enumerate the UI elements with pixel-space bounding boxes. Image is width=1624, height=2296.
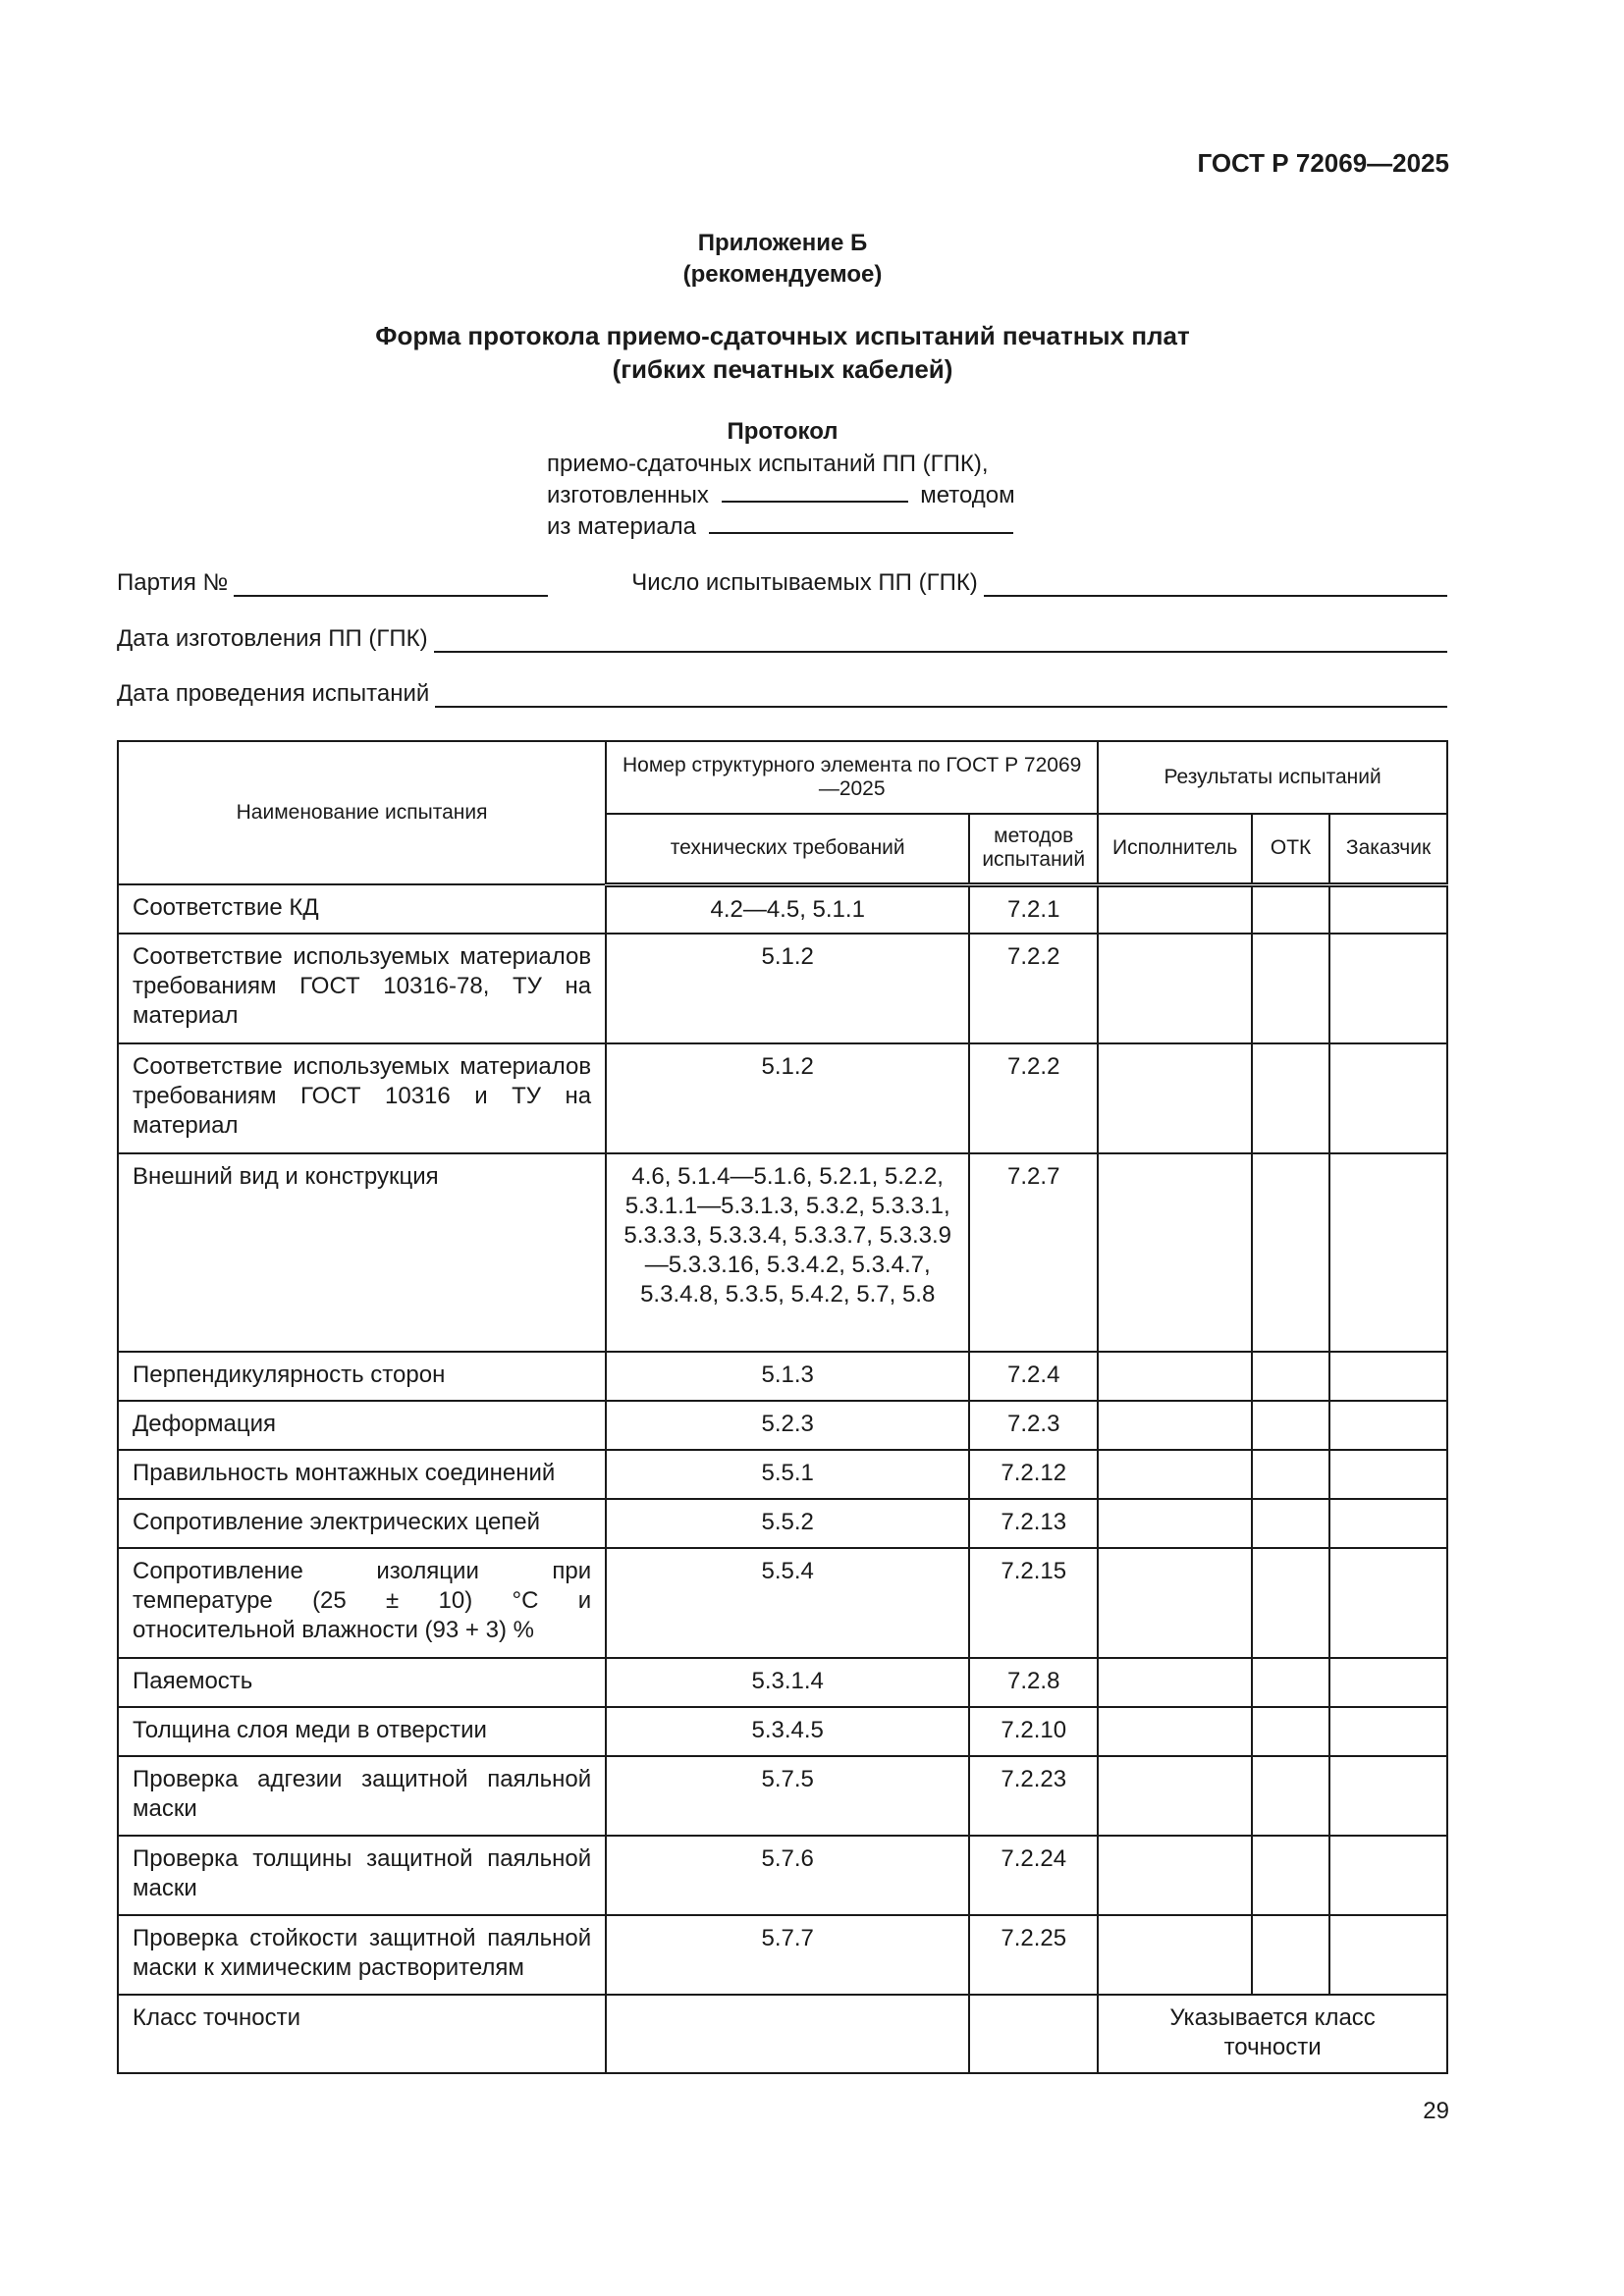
- col-head-customer: Заказчик: [1329, 814, 1447, 884]
- otk-cell[interactable]: [1252, 1756, 1329, 1836]
- otk-cell[interactable]: [1252, 1450, 1329, 1499]
- col-head-element-no: Номер структурного элемента по ГОСТ Р 72069—2025: [606, 741, 1098, 814]
- method-cell: 7.2.7: [969, 1153, 1098, 1352]
- method-cell: 7.2.23: [969, 1756, 1098, 1836]
- count-label: Число испытываемых ПП (ГПК): [631, 569, 978, 596]
- table-row: [118, 1707, 1447, 1756]
- test-name-cell: Соответствие КД: [118, 884, 606, 934]
- test-name-cell: Соответствие используемых материалов требованиям ГОСТ 10316-78, ТУ на материал: [118, 934, 606, 1043]
- batch-label: Партия №: [117, 569, 229, 596]
- method-cell: 7.2.12: [969, 1450, 1098, 1499]
- tech-req-cell: 5.5.4: [606, 1548, 969, 1658]
- test-name-cell: Проверка толщины защитной паяльной маски: [118, 1836, 606, 1915]
- method-cell: 7.2.8: [969, 1658, 1098, 1707]
- test-date-blank[interactable]: [435, 684, 1447, 708]
- col-head-results: Результаты испытаний: [1098, 741, 1447, 814]
- manufacture-date-row: [117, 625, 1447, 653]
- tech-req-cell: 5.7.5: [606, 1756, 969, 1836]
- table-row: [118, 1401, 1447, 1450]
- form-title: [0, 319, 1565, 386]
- customer-cell[interactable]: [1329, 1836, 1447, 1915]
- tech-req-cell[interactable]: [606, 1995, 969, 2073]
- method-cell[interactable]: [969, 1995, 1098, 2073]
- protocol-subtitle: [547, 449, 1015, 542]
- annex-title: Приложение Б: [697, 230, 868, 256]
- tech-req-cell: 5.7.6: [606, 1836, 969, 1915]
- test-name-cell: Деформация: [118, 1401, 606, 1450]
- otk-cell[interactable]: [1252, 884, 1329, 934]
- table-row: [118, 1043, 1447, 1153]
- executor-cell[interactable]: [1098, 1707, 1252, 1756]
- page-number: 29: [1423, 2098, 1449, 2124]
- tech-req-cell: 5.1.2: [606, 1043, 969, 1153]
- test-name-cell: Сопротивление электрических цепей: [118, 1499, 606, 1548]
- customer-cell[interactable]: [1329, 1401, 1447, 1450]
- executor-cell[interactable]: [1098, 1352, 1252, 1401]
- customer-cell[interactable]: [1329, 1658, 1447, 1707]
- protocol-table: [117, 740, 1448, 2074]
- protocol-line-2: [547, 479, 1015, 510]
- customer-cell[interactable]: [1329, 934, 1447, 1043]
- col-head-methods: методов испытаний: [969, 814, 1098, 884]
- otk-cell[interactable]: [1252, 1836, 1329, 1915]
- tech-req-cell: 5.1.3: [606, 1352, 969, 1401]
- customer-cell[interactable]: [1329, 1153, 1447, 1352]
- tech-req-cell: 5.7.7: [606, 1915, 969, 1995]
- method-cell: 7.2.25: [969, 1915, 1098, 1995]
- otk-cell[interactable]: [1252, 1352, 1329, 1401]
- table-row: [118, 884, 1447, 934]
- annex-status: (рекомендуемое): [682, 261, 883, 288]
- annex-heading: [0, 228, 1565, 291]
- method-cell: 7.2.13: [969, 1499, 1098, 1548]
- otk-cell[interactable]: [1252, 1548, 1329, 1658]
- form-title-line-2: (гибких печатных кабелей): [612, 354, 953, 384]
- test-name-cell: Толщина слоя меди в отверстии: [118, 1707, 606, 1756]
- test-name-cell: Класс точности: [118, 1995, 606, 2073]
- executor-cell[interactable]: [1098, 1836, 1252, 1915]
- customer-cell[interactable]: [1329, 1707, 1447, 1756]
- otk-cell[interactable]: [1252, 1707, 1329, 1756]
- otk-cell[interactable]: [1252, 1915, 1329, 1995]
- method-cell: 7.2.2: [969, 934, 1098, 1043]
- method-cell: 7.2.2: [969, 1043, 1098, 1153]
- tech-req-cell: 5.5.2: [606, 1499, 969, 1548]
- executor-cell[interactable]: [1098, 884, 1252, 934]
- test-name-cell: Соответствие используемых материалов требованиям ГОСТ 10316 и ТУ на материал: [118, 1043, 606, 1153]
- customer-cell[interactable]: [1329, 1915, 1447, 1995]
- table-row: [118, 1352, 1447, 1401]
- executor-cell[interactable]: [1098, 934, 1252, 1043]
- material-blank[interactable]: [709, 510, 1013, 534]
- protocol-line-1: приемо-сдаточных испытаний ПП (ГПК),: [547, 451, 989, 477]
- otk-cell[interactable]: [1252, 1401, 1329, 1450]
- customer-cell[interactable]: [1329, 1756, 1447, 1836]
- test-name-cell: Правильность монтажных соединений: [118, 1450, 606, 1499]
- table-row: [118, 1915, 1447, 1995]
- form-title-line-1: Форма протокола приемо-сдаточных испытаний печатных плат: [375, 321, 1190, 350]
- otk-cell[interactable]: [1252, 1043, 1329, 1153]
- executor-cell[interactable]: [1098, 1548, 1252, 1658]
- method-blank[interactable]: [722, 479, 908, 503]
- made-label: изготовленных: [547, 482, 709, 508]
- executor-cell[interactable]: [1098, 1499, 1252, 1548]
- tech-req-cell: 5.5.1: [606, 1450, 969, 1499]
- table-body: [118, 884, 1447, 2073]
- executor-cell[interactable]: [1098, 1401, 1252, 1450]
- table-row: [118, 1658, 1447, 1707]
- table-row: [118, 1756, 1447, 1836]
- otk-cell[interactable]: [1252, 1153, 1329, 1352]
- executor-cell[interactable]: [1098, 1450, 1252, 1499]
- customer-cell[interactable]: [1329, 1352, 1447, 1401]
- table-row: [118, 1548, 1447, 1658]
- col-head-tech-req: технических требований: [606, 814, 969, 884]
- tech-req-cell: 5.3.1.4: [606, 1658, 969, 1707]
- test-name-cell: Проверка стойкости защитной паяльной маски к химическим растворителям: [118, 1915, 606, 1995]
- customer-cell[interactable]: [1329, 1548, 1447, 1658]
- method-cell: 7.2.1: [969, 884, 1098, 934]
- test-name-cell: Перпендикулярность сторон: [118, 1352, 606, 1401]
- customer-cell[interactable]: [1329, 884, 1447, 934]
- batch-blank[interactable]: [234, 573, 548, 597]
- accuracy-class-note: Указывается класс точности: [1098, 1995, 1447, 2073]
- tech-req-cell: 5.1.2: [606, 934, 969, 1043]
- otk-cell[interactable]: [1252, 934, 1329, 1043]
- test-date-label: Дата проведения испытаний: [117, 680, 430, 707]
- table-row: [118, 934, 1447, 1043]
- col-head-executor: Исполнитель: [1098, 814, 1252, 884]
- test-name-cell: Паяемость: [118, 1658, 606, 1707]
- count-blank[interactable]: [984, 573, 1447, 597]
- method-cell: 7.2.3: [969, 1401, 1098, 1450]
- method-cell: 7.2.15: [969, 1548, 1098, 1658]
- customer-cell[interactable]: [1329, 1450, 1447, 1499]
- executor-cell[interactable]: [1098, 1043, 1252, 1153]
- table-row: [118, 1450, 1447, 1499]
- document-code: ГОСТ Р 72069—2025: [1197, 148, 1449, 178]
- table-row: [118, 1153, 1447, 1352]
- tech-req-cell: 5.2.3: [606, 1401, 969, 1450]
- tech-req-cell: 4.2—4.5, 5.1.1: [606, 884, 969, 934]
- batch-count-row: [117, 569, 1447, 597]
- method-cell: 7.2.24: [969, 1836, 1098, 1915]
- executor-cell[interactable]: [1098, 1915, 1252, 1995]
- otk-cell[interactable]: [1252, 1499, 1329, 1548]
- table-row: [118, 1995, 1447, 2073]
- test-name-cell: Сопротивление изоляции при температуре (25 ± 10) °С и относительной влажности (93 + 3) %: [118, 1548, 606, 1658]
- protocol-title: Протокол: [727, 418, 839, 445]
- method-label: методом: [920, 482, 1015, 508]
- method-cell: 7.2.10: [969, 1707, 1098, 1756]
- executor-cell[interactable]: [1098, 1756, 1252, 1836]
- tech-req-cell: 4.6, 5.1.4—5.1.6, 5.2.1, 5.2.2, 5.3.1.1—5.3.1.3, 5.3.2, 5.3.3.1, 5.3.3.3, 5.3.3.4, 5.3.3.7, 5.3.3.9—5.3.3.16, 5.3.4.2, 5.3.4.7, 5.3.4.8, 5.3.5, 5.4.2, 5.7, 5.8: [606, 1153, 969, 1352]
- table-row: [118, 1836, 1447, 1915]
- protocol-line-3: [547, 510, 1015, 542]
- customer-cell[interactable]: [1329, 1043, 1447, 1153]
- manufacture-date-label: Дата изготовления ПП (ГПК): [117, 625, 428, 652]
- col-head-otk: ОТК: [1252, 814, 1329, 884]
- table-row: [118, 1499, 1447, 1548]
- manufacture-date-blank[interactable]: [434, 629, 1447, 653]
- executor-cell[interactable]: [1098, 1153, 1252, 1352]
- test-date-row: [117, 680, 1447, 708]
- test-name-cell: Внешний вид и конструкция: [118, 1153, 606, 1352]
- method-cell: 7.2.4: [969, 1352, 1098, 1401]
- test-name-cell: Проверка адгезии защитной паяльной маски: [118, 1756, 606, 1836]
- executor-cell[interactable]: [1098, 1658, 1252, 1707]
- tech-req-cell: 5.3.4.5: [606, 1707, 969, 1756]
- customer-cell[interactable]: [1329, 1499, 1447, 1548]
- col-head-name: Наименование испытания: [118, 741, 606, 884]
- material-label: из материала: [547, 513, 696, 540]
- otk-cell[interactable]: [1252, 1658, 1329, 1707]
